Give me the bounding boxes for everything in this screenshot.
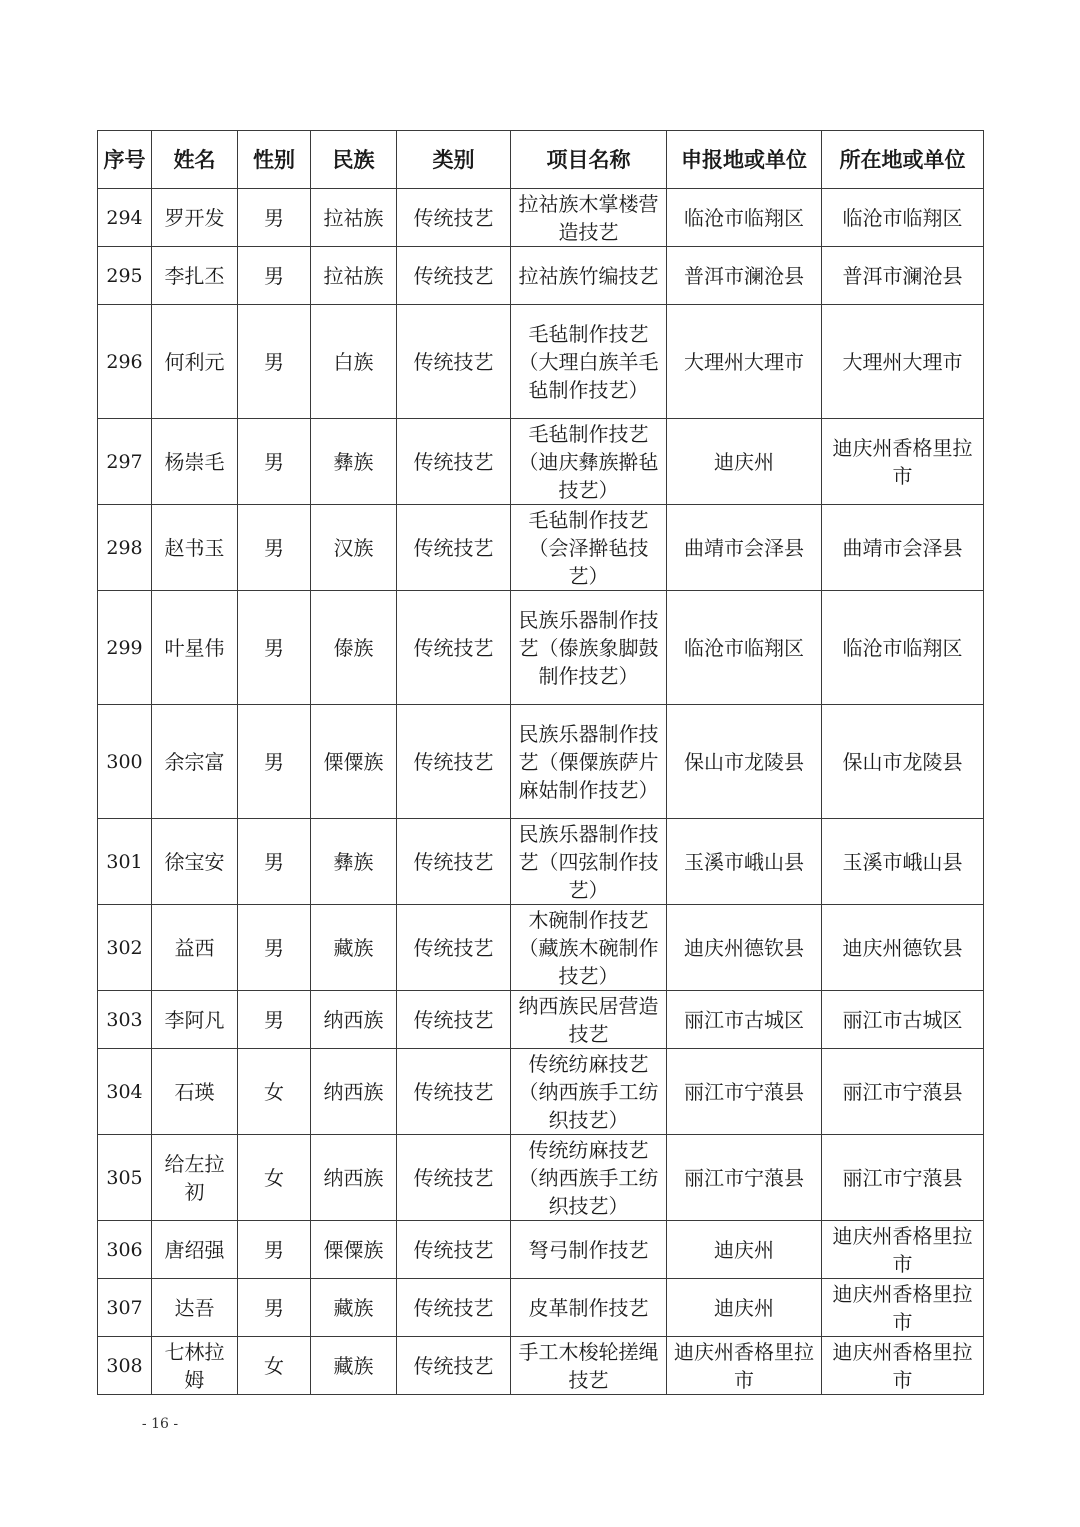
cell-name: 何利元 <box>152 305 238 419</box>
cell-gender: 男 <box>238 591 311 705</box>
page-number: - 16 - <box>141 1416 179 1432</box>
table-row <box>98 991 984 1049</box>
cell-name: 益西 <box>152 905 238 991</box>
cell-location-unit: 曲靖市会泽县 <box>822 505 984 591</box>
cell-ethnicity: 彝族 <box>311 819 397 905</box>
cell-ethnicity: 藏族 <box>311 1279 397 1337</box>
cell-project: 毛毡制作技艺（大理白族羊毛毡制作技艺） <box>511 305 667 419</box>
cell-location-unit: 普洱市澜沧县 <box>822 247 984 305</box>
inheritor-table <box>97 130 984 1395</box>
cell-location-unit: 丽江市宁蒗县 <box>822 1049 984 1135</box>
cell-name: 李扎丕 <box>152 247 238 305</box>
cell-gender: 男 <box>238 905 311 991</box>
cell-no: 301 <box>98 819 152 905</box>
cell-category: 传统技艺 <box>397 1135 511 1221</box>
cell-gender: 男 <box>238 247 311 305</box>
cell-declaring-unit: 迪庆州 <box>667 419 822 505</box>
cell-no: 296 <box>98 305 152 419</box>
cell-ethnicity: 拉祜族 <box>311 247 397 305</box>
cell-location-unit: 迪庆州香格里拉市 <box>822 1221 984 1279</box>
table-row <box>98 189 984 247</box>
cell-gender: 男 <box>238 819 311 905</box>
cell-no: 308 <box>98 1337 152 1395</box>
cell-location-unit: 迪庆州德钦县 <box>822 905 984 991</box>
cell-project: 拉祜族竹编技艺 <box>511 247 667 305</box>
cell-category: 传统技艺 <box>397 1279 511 1337</box>
cell-declaring-unit: 曲靖市会泽县 <box>667 505 822 591</box>
cell-declaring-unit: 丽江市宁蒗县 <box>667 1049 822 1135</box>
cell-declaring-unit: 玉溪市峨山县 <box>667 819 822 905</box>
cell-name: 杨崇毛 <box>152 419 238 505</box>
cell-ethnicity: 纳西族 <box>311 991 397 1049</box>
cell-project: 民族乐器制作技艺（四弦制作技艺） <box>511 819 667 905</box>
cell-name: 给左拉初 <box>152 1135 238 1221</box>
cell-name: 唐绍强 <box>152 1221 238 1279</box>
cell-gender: 男 <box>238 991 311 1049</box>
cell-ethnicity: 傈僳族 <box>311 1221 397 1279</box>
cell-ethnicity: 纳西族 <box>311 1135 397 1221</box>
cell-declaring-unit: 大理州大理市 <box>667 305 822 419</box>
cell-category: 传统技艺 <box>397 189 511 247</box>
cell-name: 七林拉姆 <box>152 1337 238 1395</box>
cell-location-unit: 玉溪市峨山县 <box>822 819 984 905</box>
cell-project: 拉祜族木掌楼营造技艺 <box>511 189 667 247</box>
cell-no: 299 <box>98 591 152 705</box>
cell-ethnicity: 纳西族 <box>311 1049 397 1135</box>
header-ethnicity: 民族 <box>311 131 397 189</box>
table-row <box>98 305 984 419</box>
cell-location-unit: 丽江市宁蒗县 <box>822 1135 984 1221</box>
cell-declaring-unit: 普洱市澜沧县 <box>667 247 822 305</box>
cell-declaring-unit: 临沧市临翔区 <box>667 591 822 705</box>
table-row <box>98 1279 984 1337</box>
cell-location-unit: 大理州大理市 <box>822 305 984 419</box>
cell-name: 叶星伟 <box>152 591 238 705</box>
cell-declaring-unit: 迪庆州 <box>667 1221 822 1279</box>
cell-no: 297 <box>98 419 152 505</box>
header-project: 项目名称 <box>511 131 667 189</box>
cell-category: 传统技艺 <box>397 905 511 991</box>
cell-category: 传统技艺 <box>397 705 511 819</box>
cell-category: 传统技艺 <box>397 505 511 591</box>
cell-declaring-unit: 临沧市临翔区 <box>667 189 822 247</box>
cell-project: 民族乐器制作技艺（傈僳族萨片麻姑制作技艺） <box>511 705 667 819</box>
cell-project: 皮革制作技艺 <box>511 1279 667 1337</box>
table-row <box>98 905 984 991</box>
header-category: 类别 <box>397 131 511 189</box>
header-declaring-unit: 申报地或单位 <box>667 131 822 189</box>
cell-category: 传统技艺 <box>397 591 511 705</box>
cell-gender: 男 <box>238 189 311 247</box>
cell-name: 余宗富 <box>152 705 238 819</box>
cell-declaring-unit: 迪庆州 <box>667 1279 822 1337</box>
cell-ethnicity: 彝族 <box>311 419 397 505</box>
cell-gender: 男 <box>238 505 311 591</box>
cell-location-unit: 临沧市临翔区 <box>822 189 984 247</box>
cell-category: 传统技艺 <box>397 1221 511 1279</box>
cell-location-unit: 丽江市古城区 <box>822 991 984 1049</box>
cell-no: 307 <box>98 1279 152 1337</box>
table-row <box>98 505 984 591</box>
table-row <box>98 819 984 905</box>
cell-location-unit: 迪庆州香格里拉市 <box>822 419 984 505</box>
cell-category: 传统技艺 <box>397 247 511 305</box>
cell-no: 300 <box>98 705 152 819</box>
cell-location-unit: 迪庆州香格里拉市 <box>822 1337 984 1395</box>
cell-category: 传统技艺 <box>397 1049 511 1135</box>
cell-declaring-unit: 丽江市古城区 <box>667 991 822 1049</box>
table-row <box>98 247 984 305</box>
cell-ethnicity: 傣族 <box>311 591 397 705</box>
cell-gender: 男 <box>238 705 311 819</box>
cell-location-unit: 临沧市临翔区 <box>822 591 984 705</box>
cell-project: 木碗制作技艺（藏族木碗制作技艺） <box>511 905 667 991</box>
cell-category: 传统技艺 <box>397 419 511 505</box>
cell-project: 毛毡制作技艺（会泽擀毡技艺） <box>511 505 667 591</box>
table-header-row <box>98 131 984 189</box>
table-row <box>98 1337 984 1395</box>
table-row <box>98 1049 984 1135</box>
cell-no: 302 <box>98 905 152 991</box>
cell-ethnicity: 傈僳族 <box>311 705 397 819</box>
cell-gender: 男 <box>238 305 311 419</box>
cell-gender: 男 <box>238 419 311 505</box>
cell-ethnicity: 藏族 <box>311 1337 397 1395</box>
cell-ethnicity: 藏族 <box>311 905 397 991</box>
cell-no: 295 <box>98 247 152 305</box>
cell-name: 罗开发 <box>152 189 238 247</box>
cell-category: 传统技艺 <box>397 991 511 1049</box>
cell-category: 传统技艺 <box>397 1337 511 1395</box>
cell-project: 弩弓制作技艺 <box>511 1221 667 1279</box>
cell-name: 赵书玉 <box>152 505 238 591</box>
header-location-unit: 所在地或单位 <box>822 131 984 189</box>
cell-declaring-unit: 丽江市宁蒗县 <box>667 1135 822 1221</box>
cell-project: 传统纺麻技艺（纳西族手工纺织技艺） <box>511 1135 667 1221</box>
cell-ethnicity: 汉族 <box>311 505 397 591</box>
table-row <box>98 705 984 819</box>
cell-ethnicity: 拉祜族 <box>311 189 397 247</box>
header-gender: 性别 <box>238 131 311 189</box>
table-row <box>98 1221 984 1279</box>
cell-location-unit: 保山市龙陵县 <box>822 705 984 819</box>
cell-gender: 女 <box>238 1049 311 1135</box>
cell-project: 手工木梭轮搓绳技艺 <box>511 1337 667 1395</box>
cell-gender: 女 <box>238 1337 311 1395</box>
cell-project: 毛毡制作技艺（迪庆彝族擀毡技艺） <box>511 419 667 505</box>
cell-name: 李阿凡 <box>152 991 238 1049</box>
cell-no: 303 <box>98 991 152 1049</box>
cell-gender: 男 <box>238 1221 311 1279</box>
cell-declaring-unit: 迪庆州德钦县 <box>667 905 822 991</box>
cell-project: 纳西族民居营造技艺 <box>511 991 667 1049</box>
cell-no: 298 <box>98 505 152 591</box>
table-row <box>98 591 984 705</box>
cell-category: 传统技艺 <box>397 305 511 419</box>
cell-no: 294 <box>98 189 152 247</box>
cell-declaring-unit: 迪庆州香格里拉市 <box>667 1337 822 1395</box>
cell-name: 石瑛 <box>152 1049 238 1135</box>
cell-project: 民族乐器制作技艺（傣族象脚鼓制作技艺） <box>511 591 667 705</box>
cell-no: 305 <box>98 1135 152 1221</box>
cell-no: 306 <box>98 1221 152 1279</box>
cell-project: 传统纺麻技艺（纳西族手工纺织技艺） <box>511 1049 667 1135</box>
cell-location-unit: 迪庆州香格里拉市 <box>822 1279 984 1337</box>
header-no: 序号 <box>98 131 152 189</box>
table-row <box>98 419 984 505</box>
cell-no: 304 <box>98 1049 152 1135</box>
cell-name: 达吾 <box>152 1279 238 1337</box>
cell-gender: 男 <box>238 1279 311 1337</box>
table-row <box>98 1135 984 1221</box>
header-name: 姓名 <box>152 131 238 189</box>
cell-declaring-unit: 保山市龙陵县 <box>667 705 822 819</box>
cell-gender: 女 <box>238 1135 311 1221</box>
cell-name: 徐宝安 <box>152 819 238 905</box>
cell-category: 传统技艺 <box>397 819 511 905</box>
cell-ethnicity: 白族 <box>311 305 397 419</box>
